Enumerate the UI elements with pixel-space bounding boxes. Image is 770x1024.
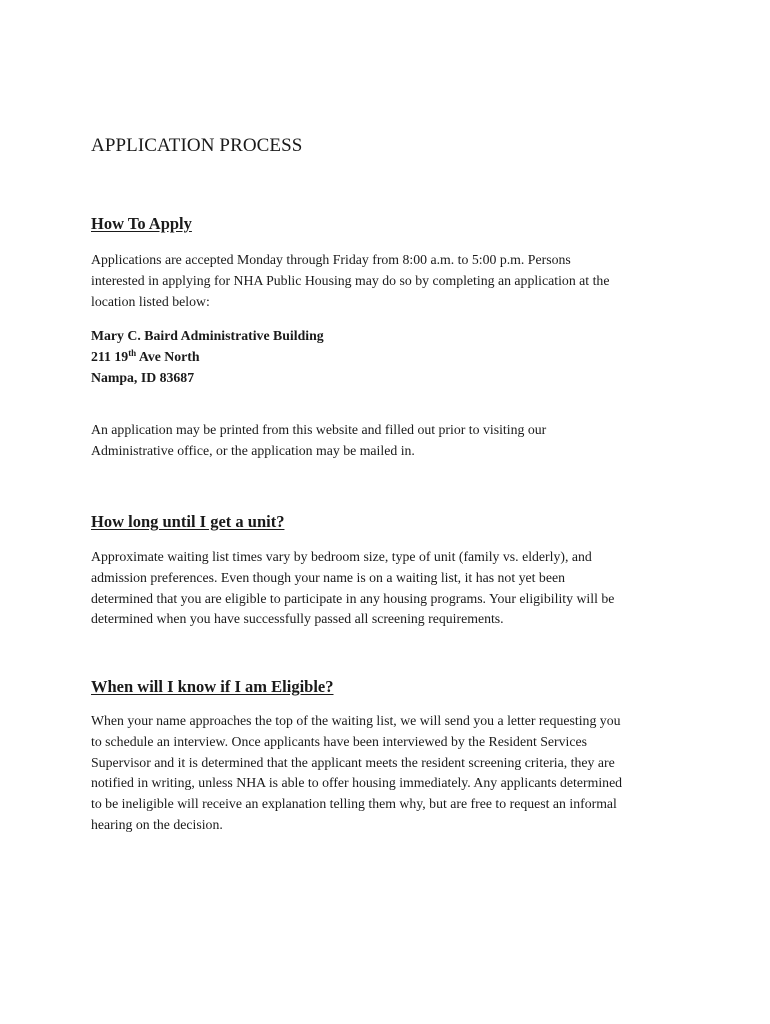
text-line: location listed below: xyxy=(91,293,210,309)
text-line: Administrative office, or the application may be mailed in. xyxy=(91,442,415,458)
text-line: hearing on the decision. xyxy=(91,816,223,832)
section-heading-how-long: How long until I get a unit? xyxy=(91,512,285,531)
page-title: APPLICATION PROCESS xyxy=(91,135,303,156)
printable-application-paragraph xyxy=(91,420,691,462)
text-line: Applications are accepted Monday through Friday from 8:00 a.m. to 5:00 p.m. Persons xyxy=(91,252,571,267)
text-line: admission preferences. Even though your name is on a waiting list, it has not yet been xyxy=(91,569,565,585)
waiting-list-paragraph xyxy=(91,547,691,630)
text-line: When your name approaches the top of the waiting list, we will send you a letter requesting you xyxy=(91,713,621,728)
text-line: Supervisor and it is determined that the applicant meets the resident screening criteria, they are xyxy=(91,754,615,770)
text-line: interested in applying for NHA Public Housing may do so by completing an application at the xyxy=(91,272,610,288)
eligibility-paragraph xyxy=(91,711,691,836)
address-building-name: Mary C. Baird Administrative Building xyxy=(91,328,324,343)
text-line: determined when you have successfully passed all screening requirements. xyxy=(91,611,504,627)
address-street-rest: Ave North xyxy=(136,349,200,364)
text-line: An application may be printed from this website and filled out prior to visiting our xyxy=(91,422,547,437)
text-line: to be ineligible will receive an explanation telling them why, but are free to request an informal xyxy=(91,796,617,812)
office-address xyxy=(91,325,324,388)
text-line: notified in writing, unless NHA is able to offer housing immediately. Any applicants determined xyxy=(91,775,623,791)
text-line: to schedule an interview. Once applicants have been interviewed by the Resident Services xyxy=(91,733,588,749)
section-heading-how-to-apply: How To Apply xyxy=(91,214,192,233)
address-city: Nampa, ID 83687 xyxy=(91,370,195,385)
address-street xyxy=(91,346,324,367)
section-heading-eligibility: When will I know if I am Eligible? xyxy=(91,677,334,696)
address-street-number: 211 19 xyxy=(91,349,129,364)
text-line: Approximate waiting list times vary by bedroom size, type of unit (family vs. elderly), and xyxy=(91,549,592,564)
how-to-apply-paragraph xyxy=(91,250,691,312)
text-line: determined that you are eligible to participate in any housing programs. Your eligibility will be xyxy=(91,590,615,606)
address-street-ordinal: th xyxy=(128,348,137,358)
